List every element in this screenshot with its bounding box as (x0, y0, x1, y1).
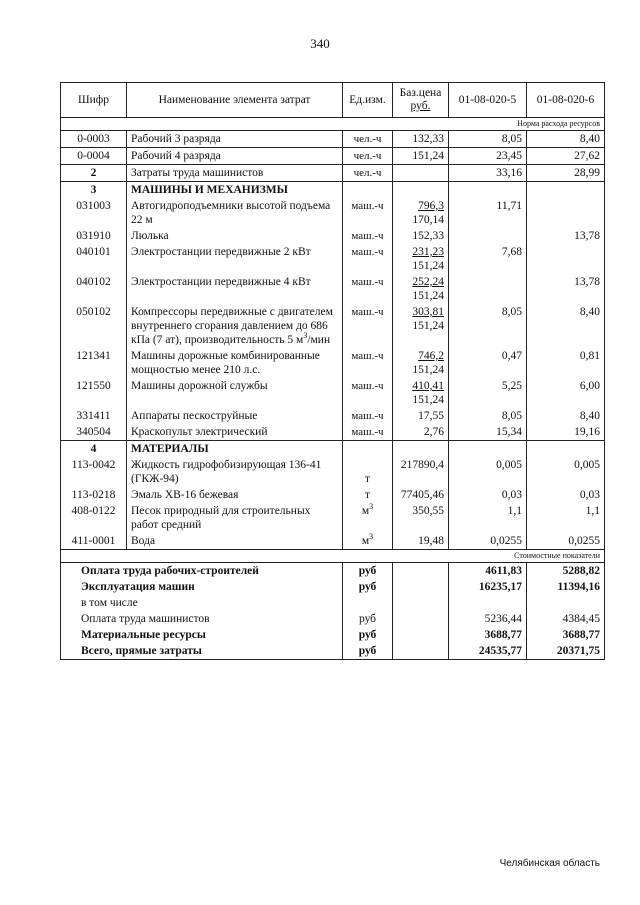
header-price-line1: Баз.цена (399, 87, 442, 99)
header-name: Наименование элемента затрат (127, 83, 343, 118)
row-code: 340504 (61, 424, 127, 441)
row-unit: маш.-ч (343, 408, 393, 424)
row-value-1: 0,03 (449, 487, 527, 503)
table-row (61, 378, 605, 408)
cost-label: Стоимостные показатели (449, 550, 605, 563)
row-value-2 (527, 198, 605, 228)
row-name: Жидкость гидрофобизирующая 136-41 (ГКЖ-94) (127, 457, 343, 487)
row-value-1: 15,34 (449, 424, 527, 441)
cost-materials-value-1: 3688,77 (449, 627, 527, 643)
row-name: Электростанции передвижные 4 кВт (127, 274, 343, 304)
row-name (127, 304, 343, 348)
table-row (61, 228, 605, 244)
row-price-2: 151,24 (412, 290, 444, 302)
row-code: 121341 (61, 348, 127, 378)
table-row (61, 348, 605, 378)
row-name: Рабочий 3 разряда (127, 131, 343, 148)
row-value-1: 0,47 (449, 348, 527, 378)
row-unit-sup: 3 (369, 502, 374, 512)
section-2-value-1: 33,16 (449, 165, 527, 182)
row-value-1: 7,68 (449, 244, 527, 274)
row-price: 152,33 (393, 228, 449, 244)
table-row (61, 424, 605, 441)
table-row (61, 274, 605, 304)
row-price-2: 151,24 (412, 260, 444, 272)
table-row (61, 148, 605, 165)
cost-machines-value-1: 16235,17 (449, 579, 527, 595)
row-value-1 (449, 228, 527, 244)
row-name: Рабочий 4 разряда (127, 148, 343, 165)
row-price-2: 151,24 (412, 320, 444, 332)
cost-workers-unit: руб (343, 563, 393, 580)
footer-region: Челябинская область (499, 858, 600, 869)
row-unit: маш.-ч (343, 274, 393, 304)
table-row (61, 457, 605, 487)
section-4-title: МАТЕРИАЛЫ (127, 441, 343, 458)
row-price-2: 151,24 (412, 364, 444, 376)
table-row (61, 304, 605, 348)
cost-row-machines (61, 579, 605, 595)
cost-machinists-label: Оплата труда машинистов (61, 611, 343, 627)
cost-row-machinists (61, 611, 605, 627)
cost-machinists-value-1: 5236,44 (449, 611, 527, 627)
table-row (61, 503, 605, 533)
row-value-1: 11,71 (449, 198, 527, 228)
table-row (61, 487, 605, 503)
row-name: Машины дорожные комбинированные мощностью менее 210 л.с. (127, 348, 343, 378)
cost-workers-label: Оплата труда рабочих-строителей (61, 563, 343, 580)
cost-machines-value-2: 11394,16 (527, 579, 605, 595)
row-name: Аппараты пескоструйные (127, 408, 343, 424)
row-name: Люлька (127, 228, 343, 244)
row-code: 0-0004 (61, 148, 127, 165)
row-code: 040102 (61, 274, 127, 304)
header-unit: Ед.изм. (343, 83, 393, 118)
row-code: 408-0122 (61, 503, 127, 533)
row-price: 2,76 (393, 424, 449, 441)
norm-row (61, 118, 605, 131)
row-value-2 (527, 244, 605, 274)
row-price: 410,41 (412, 380, 444, 392)
row-code: 331411 (61, 408, 127, 424)
cost-workers-value-1: 4611,83 (449, 563, 527, 580)
header-code: Шифр (61, 83, 127, 118)
cost-machines-unit: руб (343, 579, 393, 595)
row-unit: маш.-ч (343, 378, 393, 408)
row-name-tail: /мин (307, 334, 331, 346)
row-unit: маш.-ч (343, 198, 393, 228)
row-name-sup: 3 (303, 331, 308, 341)
row-name: Электростанции передвижные 2 кВт (127, 244, 343, 274)
row-name-text: Компрессоры передвижные с двигателем внутреннего сгорания давлением до 686 кПа (7 ат), производительность 5 м (131, 306, 333, 346)
section-2-name: Затраты труда машинистов (127, 165, 343, 182)
row-value-2: 27,62 (527, 148, 605, 165)
row-code: 121550 (61, 378, 127, 408)
section-2-unit: чел.-ч (343, 165, 393, 182)
row-price: 151,24 (393, 148, 449, 165)
row-value-2: 8,40 (527, 408, 605, 424)
header-price-line2: руб. (410, 100, 431, 112)
row-unit (343, 533, 393, 550)
cost-machinists-value-2: 4384,45 (527, 611, 605, 627)
row-value-2: 13,78 (527, 274, 605, 304)
row-value-1: 8,05 (449, 408, 527, 424)
table-header (61, 83, 605, 118)
row-unit: маш.-ч (343, 304, 393, 348)
header-price (393, 83, 449, 118)
table-row (61, 131, 605, 148)
row-value-2: 8,40 (527, 304, 605, 348)
section-3-code: 3 (61, 182, 127, 199)
row-value-2: 19,16 (527, 424, 605, 441)
row-unit: маш.-ч (343, 424, 393, 441)
cost-workers-value-2: 5288,82 (527, 563, 605, 580)
row-name: Эмаль ХВ-16 бежевая (127, 487, 343, 503)
cost-machinists-unit: руб (343, 611, 393, 627)
cost-row-materials (61, 627, 605, 643)
row-value-2: 1,1 (527, 503, 605, 533)
row-value-1: 23,45 (449, 148, 527, 165)
cost-header-row (61, 550, 605, 563)
row-value-1: 8,05 (449, 131, 527, 148)
row-unit: т (343, 487, 393, 503)
cost-total-value-2: 20371,75 (527, 643, 605, 660)
row-price-2: 151,24 (412, 394, 444, 406)
section-3-row (61, 182, 605, 199)
cost-machines-label: Эксплуатация машин (61, 579, 343, 595)
section-2-code: 2 (61, 165, 127, 182)
cost-including-label: в том числе (61, 595, 343, 611)
row-code: 113-0218 (61, 487, 127, 503)
row-code: 411-0001 (61, 533, 127, 550)
row-value-1: 0,005 (449, 457, 527, 487)
row-value-2: 6,00 (527, 378, 605, 408)
section-2-row (61, 165, 605, 182)
row-price: 17,55 (393, 408, 449, 424)
table-row (61, 408, 605, 424)
row-price: 19,48 (393, 533, 449, 550)
cost-materials-label: Материальные ресурсы (61, 627, 343, 643)
row-price-2: 170,14 (412, 214, 444, 226)
row-value-2: 13,78 (527, 228, 605, 244)
row-unit: маш.-ч (343, 244, 393, 274)
row-value-2: 0,03 (527, 487, 605, 503)
row-value-1: 8,05 (449, 304, 527, 348)
header-col1: 01-08-020-5 (449, 83, 527, 118)
cost-total-value-1: 24535,77 (449, 643, 527, 660)
resource-table (60, 82, 605, 660)
section-2-value-2: 28,99 (527, 165, 605, 182)
row-unit (343, 503, 393, 533)
row-price: 303,81 (412, 306, 444, 318)
row-unit-text: м (361, 535, 370, 547)
row-unit-text: м (361, 505, 370, 517)
table-row (61, 533, 605, 550)
row-code: 031003 (61, 198, 127, 228)
row-code: 113-0042 (61, 457, 127, 487)
row-price: 796,3 (418, 200, 444, 212)
row-value-1: 0,0255 (449, 533, 527, 550)
page-number: 340 (310, 36, 330, 51)
row-value-1 (449, 274, 527, 304)
row-value-2: 0,0255 (527, 533, 605, 550)
section-4-row (61, 441, 605, 458)
row-name: Автогидроподъемники высотой подъема 22 м (127, 198, 343, 228)
row-unit: т (343, 457, 393, 487)
row-name: Машины дорожной службы (127, 378, 343, 408)
row-code: 050102 (61, 304, 127, 348)
row-unit: чел.-ч (343, 148, 393, 165)
cost-materials-value-2: 3688,77 (527, 627, 605, 643)
cost-row-including (61, 595, 605, 611)
row-name: Вода (127, 533, 343, 550)
row-value-1: 1,1 (449, 503, 527, 533)
row-value-1: 5,25 (449, 378, 527, 408)
row-price: 350,55 (393, 503, 449, 533)
row-code: 0-0003 (61, 131, 127, 148)
row-code: 040101 (61, 244, 127, 274)
row-price: 132,33 (393, 131, 449, 148)
row-value-2: 8,40 (527, 131, 605, 148)
row-value-2: 0,005 (527, 457, 605, 487)
row-price: 217890,4 (393, 457, 449, 487)
cost-row-total (61, 643, 605, 660)
table-row (61, 244, 605, 274)
row-price: 746,2 (418, 350, 444, 362)
row-name: Песок природный для строительных работ средний (127, 503, 343, 533)
table-row (61, 198, 605, 228)
cost-row-workers (61, 563, 605, 580)
row-unit-sup: 3 (369, 532, 374, 542)
row-name: Краскопульт электрический (127, 424, 343, 441)
row-unit: маш.-ч (343, 228, 393, 244)
row-code: 031910 (61, 228, 127, 244)
cost-materials-unit: руб (343, 627, 393, 643)
row-unit: маш.-ч (343, 348, 393, 378)
row-price: 231,23 (412, 246, 444, 258)
row-value-2: 0,81 (527, 348, 605, 378)
row-price: 252,24 (412, 276, 444, 288)
header-col2: 01-08-020-6 (527, 83, 605, 118)
cost-total-label: Всего, прямые затраты (61, 643, 343, 660)
row-unit: чел.-ч (343, 131, 393, 148)
section-4-code: 4 (61, 441, 127, 458)
norm-label: Норма расхода ресурсов (449, 118, 605, 131)
cost-total-unit: руб (343, 643, 393, 660)
section-3-title: МАШИНЫ И МЕХАНИЗМЫ (127, 182, 343, 199)
row-price: 77405,46 (393, 487, 449, 503)
